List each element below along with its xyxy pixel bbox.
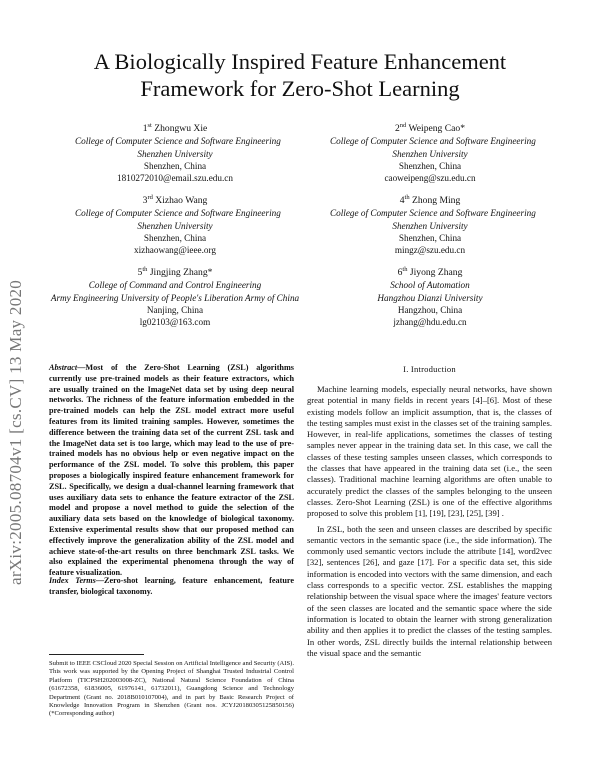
- author-city: Shenzhen, China: [398, 232, 462, 243]
- author-city: Shenzhen, China: [143, 160, 207, 171]
- intro-paragraph: Machine learning models, especially neural networks, have shown great potential in many fields in recent years [4]–[6]. Most of these existing models follow an implicit assumption, that is, the classes of the testing samples must exist in the classes set of the training samples. However, in real-life applications, sometimes the classes of testing samples never appear in the training data set. In this case, we call the classes of these testing samples unseen classes, which corresponds to the classes that have appeared in the training data set (i.e., the seen classes). Traditional machine learning algorithms are often unable to accurately predict the classes of the samples belonging to the unseen classes. Zero-Shot Learning (ZSL) is one of the effective algorithms proposed to solve this problem [1], [19], [23], [25], [39] .: [307, 384, 552, 519]
- author-department: College of Computer Science and Software Engineering: [75, 208, 281, 219]
- author-block: 3rd Xizhao Wang College of Computer Science and Software Engineering Shenzhen University Shenzhen, China xizhaowang@ieee.org: [75, 194, 281, 255]
- author-department: College of Computer Science and Software Engineering: [330, 136, 536, 147]
- author-city: Nanjing, China: [146, 304, 204, 315]
- author-name: Zhongwu Xie: [154, 123, 208, 135]
- author-city: Shenzhen, China: [398, 160, 462, 171]
- author-block: 5th Jingjing Zhang* College of Command and Control Engineering Army Engineering University of People's Liberation Army of China Nanjing, China lg02103@163.com: [40, 264, 310, 328]
- author-block: 2nd Weipeng Cao* College of Computer Science and Software Engineering Shenzhen University Shenzhen, China caoweipeng@szu.edu.cn: [330, 122, 536, 183]
- author-city: Shenzhen, China: [143, 232, 207, 243]
- author-block: 1st Zhongwu Xie College of Computer Science and Software Engineering Shenzhen University Shenzhen, China 1810272010@email.szu.edu.cn: [75, 122, 281, 183]
- author-block: 4th Zhong Ming College of Computer Science and Software Engineering Shenzhen University Shenzhen, China mingz@szu.edu.cn: [330, 194, 536, 255]
- author-institution: Shenzhen University: [392, 148, 468, 159]
- footnote-divider: [49, 654, 144, 655]
- paper-title: A Biologically Inspired Feature Enhancement Framework for Zero-Shot Learning: [93, 49, 507, 101]
- author-email[interactable]: mingz@szu.edu.cn: [394, 245, 466, 255]
- author-institution: Shenzhen University: [137, 148, 213, 159]
- author-department: College of Computer Science and Software Engineering: [75, 136, 281, 147]
- author-name: Zhong Ming: [412, 195, 461, 207]
- author-name: Xizhao Wang: [155, 195, 208, 207]
- author-email[interactable]: 1810272010@email.szu.edu.cn: [117, 173, 233, 183]
- author-department: School of Automation: [390, 280, 470, 291]
- author-institution: Army Engineering University of People's Liberation Army of China: [50, 292, 300, 303]
- introduction-body: [307, 384, 552, 663]
- index-terms-lead: Index Terms: [49, 576, 96, 585]
- author-institution: Hangzhou Dianzi University: [377, 292, 483, 303]
- author-city: Hangzhou, China: [397, 304, 463, 315]
- index-terms-text: —Zero-shot learning, feature enhancement, feature transfer, biological taxonomy.: [49, 576, 294, 596]
- author-email[interactable]: xizhaowang@ieee.org: [133, 245, 216, 255]
- footnote: Submit to IEEE CSCloud 2020 Special Session on Artificial Intelligence and Security (AIS). This work was supported by the Opening Project of Shanghai Trusted Industrial Control Platform (TICPSH202003008-ZC), National Natural Science Foundation of China (61672358, 61836005, 61976141, 61732011), Guangdong Science and Technology Department (Grant no. 2018B010107004), and in part by Basic Research Project of Knowledge Innovation Program in Shenzhen (Grant nos. JCYJ20180305125850156) (*Corresponding author): [49, 660, 294, 718]
- abstract-lead: Abstract: [49, 363, 78, 372]
- author-institution: Shenzhen University: [137, 220, 213, 231]
- intro-paragraph: In ZSL, both the seen and unseen classes are described by specific semantic vectors in the semantic space (i.e., the side information). The commonly used semantic vectors include the attribute [14], word2vec [32], sentences [26], and gaze [17]. For a specific data set, this side information is encoded into vectors with the same dimension, and each class corresponds to a specific vector. ZSL establishes the mapping relationship between the visual space where the images' feature vectors of the seen classes are located and the semantic space where the side information is located to obtain the learner with strong generalization ability and then applies it to predict the classes of the testing samples. In other words, ZSL directly builds the internal relationship between the visual space and the semantic: [307, 523, 552, 658]
- section-heading: I. Introduction: [403, 364, 456, 374]
- abstract: [49, 363, 294, 579]
- author-institution: Shenzhen University: [392, 220, 468, 231]
- author-email[interactable]: jzhang@hdu.edu.cn: [393, 317, 467, 327]
- author-department: College of Command and Control Engineering: [88, 280, 262, 291]
- arxiv-stamp: arXiv:2005.08704v1 [cs.CV] 13 May 2020: [6, 279, 25, 585]
- author-name: Weipeng Cao*: [408, 123, 466, 135]
- author-name: Jiyong Zhang: [409, 267, 463, 279]
- author-block: 6th Jiyong Zhang School of Automation Hangzhou Dianzi University Hangzhou, China jzhang@hdu.edu.cn: [330, 264, 530, 328]
- index-terms: [49, 576, 294, 598]
- author-name: Jingjing Zhang*: [149, 267, 213, 279]
- author-email[interactable]: lg02103@163.com: [139, 317, 211, 327]
- author-email[interactable]: caoweipeng@szu.edu.cn: [384, 173, 476, 183]
- author-department: College of Computer Science and Software Engineering: [330, 208, 536, 219]
- abstract-text: —Most of the Zero-Shot Learning (ZSL) algorithms currently use pre-trained models as their feature extractors, which are usually trained on the ImageNet data set by using deep neural networks. The richness of the feature information embedded in the pre-trained models can help the ZSL model extract more useful features from its limited training samples. However, sometimes the difference between the training data set of the current ZSL task and the ImageNet data set is too large, which may lead to the use of pre-trained models has no obvious help or even negative impact on the performance of the ZSL model. To solve this problem, this paper proposes a biologically inspired feature enhancement framework for ZSL. Specifically, we design a dual-channel learning framework that uses auxiliary data sets to enhance the feature extractor of the ZSL model and propose a novel method to guide the selection of the auxiliary data sets based on the knowledge of biological taxonomy. Extensive experimental results show that our proposed method can effectively improve the generalization ability of the ZSL model and achieve state-of-the-art results on three benchmark ZSL tasks. We also explained the experimental phenomena through the way of feature visualization.: [49, 363, 294, 578]
